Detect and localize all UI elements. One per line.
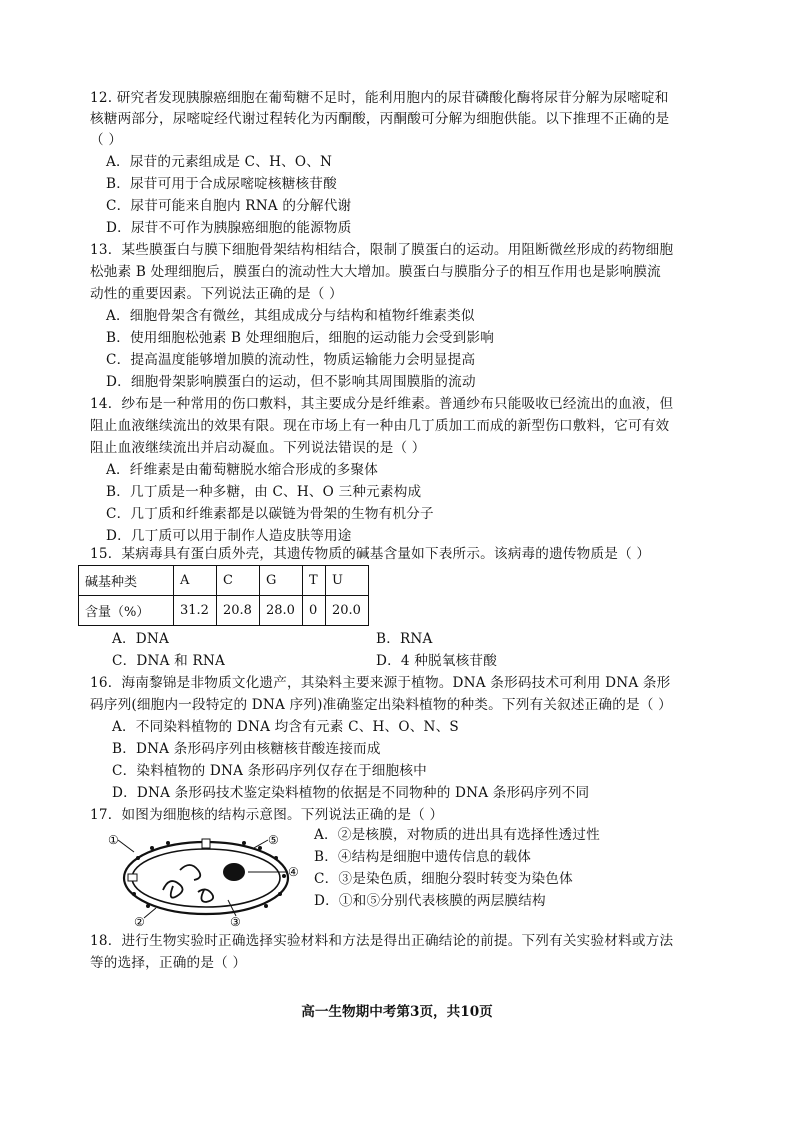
figure-label-1: ① — [108, 833, 119, 847]
q18-stem-line-2: 等的选择，正确的是（ ） — [90, 955, 247, 971]
outer-membrane — [124, 842, 288, 914]
q13-option-d: D．细胞骨架影响膜蛋白的运动，但不影响其周围膜脂的流动 — [106, 374, 476, 390]
q12-option-a: A．尿苷的元素组成是 C、H、O、N — [106, 154, 333, 170]
q17-option-a: A．②是核膜，对物质的进出具有选择性透过性 — [314, 827, 600, 843]
q12-option-d: D．尿苷不可作为胰腺癌细胞的能源物质 — [106, 220, 352, 236]
q13-stem-line-3: 动性的重要因素。下列说法正确的是（ ） — [90, 286, 343, 302]
q17-option-d: D．①和⑤分别代表核膜的两层膜结构 — [314, 893, 546, 909]
q14-stem-line-1: 14．纱布是一种常用的伤口敷料，其主要成分是纤维素。普通纱布只能吸收已经流出的血液，但 — [90, 396, 674, 412]
q12-stem-line-1: 12. 研究者发现胰腺癌细胞在葡萄糖不足时，能利用胞内的尿苷磷酸化酶将尿苷分解为尿嘧啶和 — [90, 90, 669, 106]
q12-option-b: B．尿苷可用于合成尿嘧啶核糖核苷酸 — [106, 176, 337, 192]
q14-option-a: A．纤维素是由葡萄糖脱水缩合形成的多聚体 — [106, 462, 379, 478]
figure-label-2: ② — [134, 915, 145, 929]
figure-label-3: ③ — [230, 915, 241, 929]
q15-option-b: B．RNA — [376, 631, 433, 647]
q12-stem-line-2: 核糖两部分，尿嘧啶经代谢过程转化为丙酮酸，丙酮酸可分解为细胞供能。以下推理不正确的是 — [90, 111, 670, 127]
q16-option-b: B．DNA 条形码序列由核糖核苷酸连接而成 — [112, 741, 381, 757]
q16-option-d: D．DNA 条形码技术鉴定染料植物的依据是不同物种的 DNA 条形码序列不同 — [112, 785, 590, 801]
q14-stem-line-2: 阻止血液继续流出的效果有限。现在市场上有一种由几丁质加工而成的新型伤口敷料，它可有效 — [90, 418, 670, 434]
q16-option-c: C．染料植物的 DNA 条形码序列仅存在于细胞核中 — [112, 763, 427, 779]
nuclear-pore — [202, 839, 210, 848]
figure-label-4: ④ — [288, 865, 299, 879]
q16-stem-line-1: 16．海南黎锦是非物质文化遗产，其染料主要来源于植物。DNA 条形码技术可利用 DNA 条形 — [90, 675, 671, 691]
table-cell: U — [326, 566, 369, 596]
q18-stem-line-1: 18．进行生物实验时正确选择实验材料和方法是得出正确结论的前提。下列有关实验材料或方法 — [90, 933, 674, 949]
q16-option-a: A．不同染料植物的 DNA 均含有元素 C、H、O、N、S — [112, 719, 459, 735]
table-cell: 28.0 — [260, 596, 303, 626]
q14-stem-line-3: 阻止血液继续流出并启动凝血。下列说法错误的是（ ） — [90, 440, 426, 456]
table-cell: 31.2 — [174, 596, 217, 626]
q15-option-c: C．DNA 和 RNA — [112, 653, 225, 669]
nucleolus — [223, 863, 245, 881]
table-row — [79, 596, 369, 626]
base-content-table — [78, 565, 369, 626]
table-cell: T — [303, 566, 326, 596]
label-line — [118, 840, 134, 852]
q14-option-d: D．几丁质可以用于制作人造皮肤等用途 — [106, 528, 352, 544]
label-line — [144, 908, 156, 918]
table-cell: 20.8 — [217, 596, 260, 626]
table-row — [79, 566, 369, 596]
q13-option-c: C．提高温度能够增加膜的流动性，物质运输能力会明显提高 — [106, 352, 476, 368]
table-cell: C — [217, 566, 260, 596]
table-cell: G — [260, 566, 303, 596]
q17-option-b: B．④结构是细胞中遗传信息的载体 — [314, 849, 532, 865]
q13-stem-line-2: 松弛素 B 处理细胞后，膜蛋白的流动性大大增加。膜蛋白与膜脂分子的相互作用也是影响膜流 — [90, 264, 661, 280]
chromatin — [163, 865, 213, 902]
page-footer: 高一生物期中考第3页，共10页 — [301, 1004, 493, 1020]
q13-option-a: A．细胞骨架含有微丝，其组成成分与结构和植物纤维素类似 — [106, 308, 475, 324]
q17-option-c: C．③是染色质，细胞分裂时转变为染色体 — [314, 871, 573, 887]
q13-stem-line-1: 13．某些膜蛋白与膜下细胞骨架结构相结合，限制了膜蛋白的运动。用阻断微丝形成的药物细胞 — [90, 242, 674, 258]
table-cell: A — [174, 566, 217, 596]
q15-option-d: D．4 种脱氧核苷酸 — [376, 653, 498, 669]
nucleus-diagram — [108, 830, 304, 930]
figure-label-5: ⑤ — [268, 833, 279, 847]
q12-option-c: C．尿苷可能来自胞内 RNA 的分解代谢 — [106, 198, 352, 214]
q14-option-c: C．几丁质和纤维素都是以碳链为骨架的生物有机分子 — [106, 506, 434, 522]
q16-stem-line-2: 码序列(细胞内一段特定的 DNA 序列)准确鉴定出染料植物的种类。下列有关叙述正确的是（ ） — [90, 697, 672, 713]
nuclear-pore — [128, 874, 137, 881]
table-row-header: 含量（%） — [79, 596, 174, 626]
table-row-header: 碱基种类 — [79, 566, 174, 596]
table-cell: 20.0 — [326, 596, 369, 626]
table-cell: 0 — [303, 596, 326, 626]
q14-option-b: B．几丁质是一种多糖，由 C、H、O 三种元素构成 — [106, 484, 422, 500]
q12-stem-line-3: （ ） — [90, 132, 123, 148]
q15-option-a: A．DNA — [112, 631, 170, 647]
inner-membrane — [132, 849, 280, 907]
q17-stem: 17．如图为细胞核的结构示意图。下列说法正确的是（ ） — [90, 807, 444, 823]
q15-stem: 15．某病毒具有蛋白质外壳，其遗传物质的碱基含量如下表所示。该病毒的遗传物质是（ ） — [90, 546, 651, 562]
q13-option-b: B．使用细胞松弛素 B 处理细胞后，细胞的运动能力会受到影响 — [106, 330, 495, 346]
